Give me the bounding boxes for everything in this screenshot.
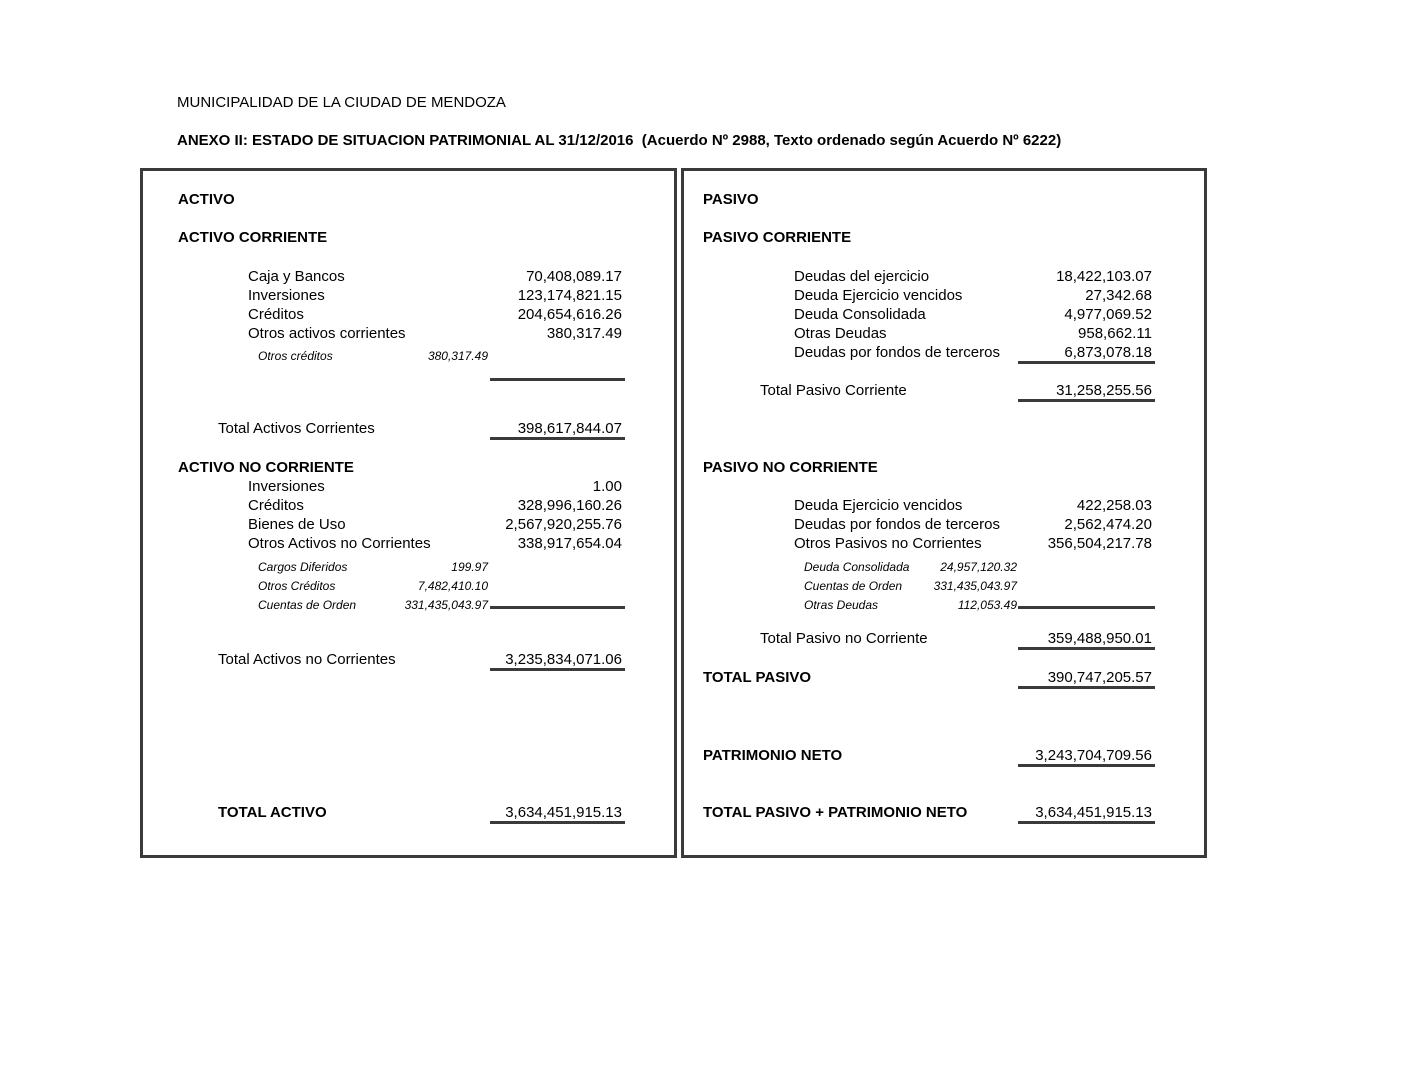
activo-panel-content bbox=[143, 171, 674, 855]
activo-no-corriente-title: ACTIVO NO CORRIENTE bbox=[178, 459, 354, 476]
total-rule bbox=[490, 821, 625, 824]
row-label: Deudas por fondos de terceros bbox=[794, 344, 1000, 361]
total-row-label: Total Pasivo Corriente bbox=[760, 382, 907, 399]
row-label: Créditos bbox=[248, 306, 304, 323]
row-value: 27,342.68 bbox=[1085, 287, 1152, 304]
row-value: 338,917,654.04 bbox=[517, 535, 622, 552]
pasivo-panel-content bbox=[684, 171, 1204, 855]
row-value: 18,422,103.07 bbox=[1056, 268, 1152, 285]
row-value: 4,977,069.52 bbox=[1064, 306, 1152, 323]
sum-rule bbox=[490, 606, 625, 609]
row-label: Deuda Ejercicio vencidos bbox=[794, 497, 963, 514]
total-row-value: 398,617,844.07 bbox=[517, 420, 622, 437]
detail-row-label: Cuentas de Orden bbox=[804, 579, 903, 593]
detail-row-value: 199.97 bbox=[451, 560, 488, 574]
detail-row-label: Cuentas de Orden bbox=[258, 598, 357, 612]
detail-row-label: Otros Créditos bbox=[258, 579, 336, 593]
total-rule bbox=[1018, 686, 1155, 689]
total-activo-label: TOTAL ACTIVO bbox=[218, 804, 327, 821]
pasivo-panel bbox=[681, 168, 1207, 858]
total-row-value: 3,235,834,071.06 bbox=[505, 651, 622, 668]
total-rule bbox=[1018, 821, 1155, 824]
activo-section-title: ACTIVO bbox=[178, 191, 235, 208]
sum-rule bbox=[490, 378, 625, 381]
row-label: Deudas del ejercicio bbox=[794, 268, 930, 285]
row-value: 2,567,920,255.76 bbox=[505, 516, 622, 533]
total-rule bbox=[1018, 647, 1155, 650]
total-rule bbox=[1018, 399, 1155, 402]
row-value: 70,408,089.17 bbox=[526, 268, 622, 285]
total-pasivo-label: TOTAL PASIVO bbox=[703, 669, 812, 686]
total-pasivo-value: 390,747,205.57 bbox=[1047, 669, 1152, 686]
patrimonio-neto-value: 3,243,704,709.56 bbox=[1035, 747, 1152, 764]
row-label: Créditos bbox=[248, 497, 304, 514]
detail-row-label: Deuda Consolidada bbox=[804, 560, 910, 574]
total-general-label: TOTAL PASIVO + PATRIMONIO NETO bbox=[703, 804, 968, 821]
row-label: Bienes de Uso bbox=[248, 516, 346, 533]
row-value: 6,873,078.18 bbox=[1064, 344, 1152, 361]
total-activo-value: 3,634,451,915.13 bbox=[505, 804, 622, 821]
detail-row-label: Otras Deudas bbox=[804, 598, 879, 612]
sum-rule bbox=[1018, 361, 1155, 364]
detail-row-value: 331,435,043.97 bbox=[933, 579, 1017, 593]
row-label: Deudas por fondos de terceros bbox=[794, 516, 1000, 533]
detail-row-label: Cargos Diferidos bbox=[258, 560, 348, 574]
activo-panel bbox=[140, 168, 677, 858]
detail-row-value: 24,957,120.32 bbox=[940, 560, 1017, 574]
row-label: Otros Activos no Corrientes bbox=[248, 535, 431, 552]
page-subtitle: ANEXO II: ESTADO DE SITUACION PATRIMONIAL AL 31/12/2016 (Acuerdo Nº 2988, Texto ordenado según Acuerdo Nº 6222) bbox=[177, 132, 1062, 149]
total-general-value: 3,634,451,915.13 bbox=[1035, 804, 1152, 821]
row-value: 356,504,217.78 bbox=[1047, 535, 1152, 552]
total-row-value: 31,258,255.56 bbox=[1056, 382, 1152, 399]
detail-row-value: 112,053.49 bbox=[957, 598, 1017, 612]
row-label: Deuda Consolidada bbox=[794, 306, 926, 323]
total-row-label: Total Activos no Corrientes bbox=[218, 651, 396, 668]
row-value: 123,174,821.15 bbox=[517, 287, 622, 304]
row-value: 422,258.03 bbox=[1076, 497, 1152, 514]
detail-row-value: 380,317.49 bbox=[427, 349, 488, 363]
row-value: 1.00 bbox=[592, 478, 622, 495]
row-label: Inversiones bbox=[248, 287, 325, 304]
total-rule bbox=[1018, 764, 1155, 767]
row-label: Inversiones bbox=[248, 478, 325, 495]
row-value: 328,996,160.26 bbox=[517, 497, 622, 514]
detail-row-value: 331,435,043.97 bbox=[404, 598, 488, 612]
total-rule bbox=[490, 437, 625, 440]
row-label: Otros activos corrientes bbox=[248, 325, 406, 342]
row-label: Otros Pasivos no Corrientes bbox=[794, 535, 982, 552]
page-title: MUNICIPALIDAD DE LA CIUDAD DE MENDOZA bbox=[177, 94, 506, 111]
row-value: 204,654,616.26 bbox=[517, 306, 622, 323]
activo-corriente-title: ACTIVO CORRIENTE bbox=[178, 229, 328, 246]
sum-rule bbox=[1018, 606, 1155, 609]
row-value: 380,317.49 bbox=[546, 325, 622, 342]
row-value: 2,562,474.20 bbox=[1064, 516, 1152, 533]
detail-row-value: 7,482,410.10 bbox=[417, 579, 488, 593]
row-label: Deuda Ejercicio vencidos bbox=[794, 287, 963, 304]
total-row-label: Total Activos Corrientes bbox=[218, 420, 375, 437]
row-label: Otras Deudas bbox=[794, 325, 887, 342]
row-value: 958,662.11 bbox=[1078, 325, 1152, 342]
pasivo-corriente-title: PASIVO CORRIENTE bbox=[703, 229, 852, 246]
total-rule bbox=[490, 668, 625, 671]
total-row-value: 359,488,950.01 bbox=[1047, 630, 1152, 647]
total-row-label: Total Pasivo no Corriente bbox=[760, 630, 928, 647]
patrimonio-neto-label: PATRIMONIO NETO bbox=[703, 747, 843, 764]
pasivo-no-corriente-title: PASIVO NO CORRIENTE bbox=[703, 459, 878, 476]
detail-row-label: Otros créditos bbox=[258, 349, 333, 363]
row-label: Caja y Bancos bbox=[248, 268, 345, 285]
pasivo-section-title: PASIVO bbox=[703, 191, 759, 208]
